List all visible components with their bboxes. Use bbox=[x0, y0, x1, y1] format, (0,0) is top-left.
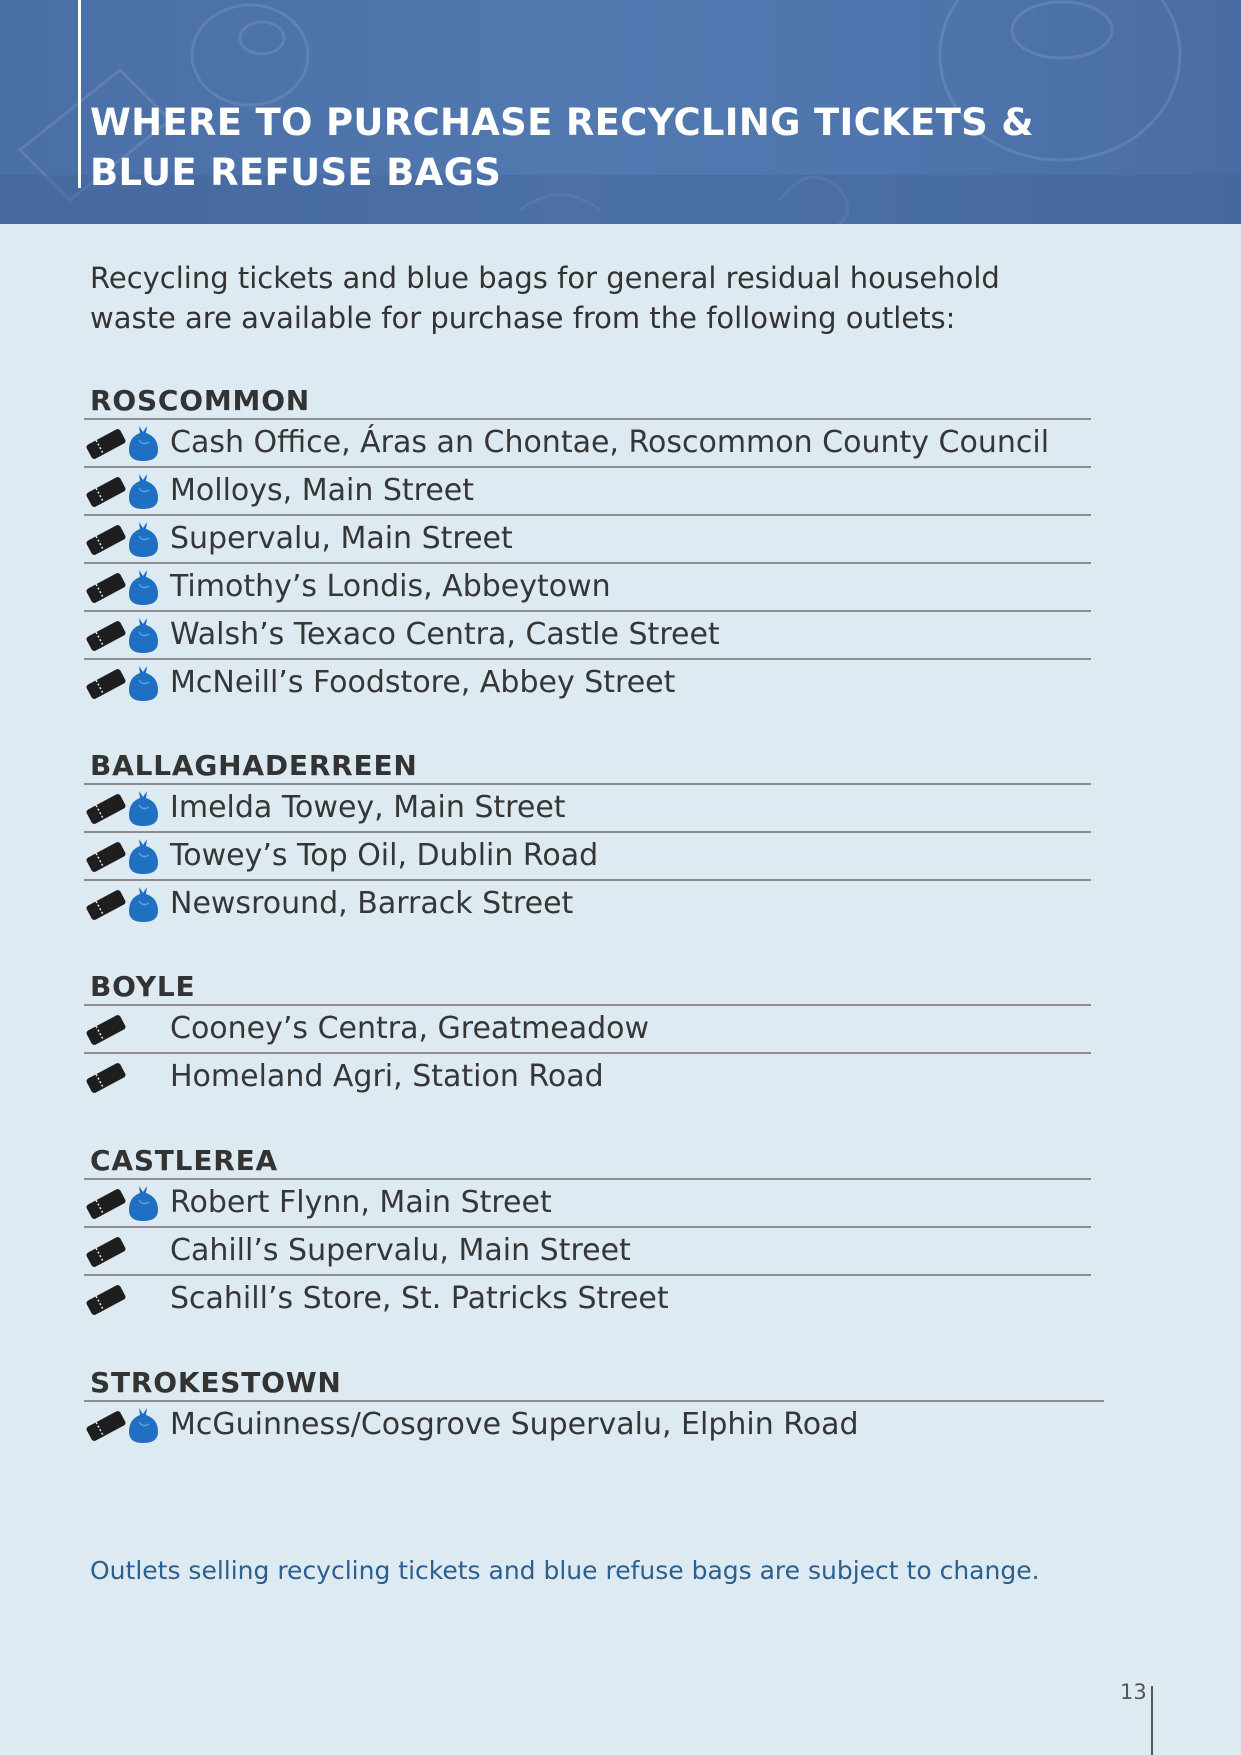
subject-to-change-note: Outlets selling recycling tickets and blue refuse bags are subject to change. bbox=[90, 1556, 1040, 1585]
outlet-row bbox=[84, 1054, 1091, 1100]
blue-refuse-bag-icon bbox=[127, 789, 161, 827]
outlet-name: McNeill’s Foodstore, Abbey Street bbox=[170, 665, 676, 700]
page-number-rule bbox=[1151, 1686, 1153, 1755]
blue-refuse-bag-icon bbox=[127, 472, 161, 510]
outlet-row bbox=[84, 612, 1091, 660]
outlet-name: Imelda Towey, Main Street bbox=[170, 790, 566, 825]
outlet-row bbox=[84, 785, 1091, 833]
blue-refuse-bag-icon bbox=[127, 885, 161, 923]
outlet-list bbox=[84, 1400, 1104, 1448]
recycling-ticket-icon bbox=[85, 1237, 127, 1267]
outlet-row bbox=[84, 420, 1091, 468]
outlet-name: Cash Office, Áras an Chontae, Roscommon County Council bbox=[170, 425, 1050, 460]
recycling-ticket-icon bbox=[85, 1285, 127, 1315]
section-boyle bbox=[84, 966, 1091, 1100]
outlet-row bbox=[84, 516, 1091, 564]
recycling-ticket-icon bbox=[85, 429, 127, 459]
outlet-name: Cahill’s Supervalu, Main Street bbox=[170, 1233, 631, 1268]
outlet-row bbox=[84, 660, 1091, 706]
recycling-ticket-icon bbox=[85, 1063, 127, 1093]
outlet-name: Walsh’s Texaco Centra, Castle Street bbox=[170, 617, 720, 652]
section-title: STROKESTOWN bbox=[90, 1366, 342, 1399]
outlet-name: Molloys, Main Street bbox=[170, 473, 475, 508]
blue-refuse-bag-icon bbox=[127, 664, 161, 702]
banner-accent-rule bbox=[78, 0, 81, 188]
page-title-line-2: BLUE REFUSE BAGS bbox=[90, 151, 502, 194]
blue-refuse-bag-icon bbox=[127, 568, 161, 606]
outlet-list bbox=[84, 1178, 1091, 1322]
outlet-name: Newsround, Barrack Street bbox=[170, 886, 574, 921]
section-castlerea bbox=[84, 1140, 1091, 1322]
recycling-ticket-icon bbox=[85, 890, 127, 920]
outlet-row bbox=[84, 881, 1091, 927]
blue-refuse-bag-icon bbox=[127, 520, 161, 558]
blue-refuse-bag-icon bbox=[127, 1406, 161, 1444]
section-ballaghaderreen bbox=[84, 745, 1091, 927]
blue-refuse-bag-icon bbox=[127, 424, 161, 462]
recycling-ticket-icon bbox=[85, 669, 127, 699]
recycling-ticket-icon bbox=[85, 1411, 127, 1441]
header-banner bbox=[0, 0, 1241, 224]
section-title: ROSCOMMON bbox=[90, 384, 311, 417]
outlet-list bbox=[84, 783, 1091, 927]
outlet-name: Towey’s Top Oil, Dublin Road bbox=[170, 838, 599, 873]
section-roscommon bbox=[84, 380, 1091, 706]
outlet-name: Supervalu, Main Street bbox=[170, 521, 513, 556]
outlet-row bbox=[84, 564, 1091, 612]
recycling-ticket-icon bbox=[85, 525, 127, 555]
intro-line-1: Recycling tickets and blue bags for general residual household bbox=[90, 261, 1000, 295]
intro-text bbox=[90, 258, 1170, 338]
recycling-ticket-icon bbox=[85, 842, 127, 872]
outlet-name: Cooney’s Centra, Greatmeadow bbox=[170, 1011, 650, 1046]
outlet-name: Scahill’s Store, St. Patricks Street bbox=[170, 1281, 669, 1316]
section-title: BOYLE bbox=[90, 970, 196, 1003]
outlet-row bbox=[84, 1180, 1091, 1228]
recycling-ticket-icon bbox=[85, 621, 127, 651]
outlet-name: McGuinness/Cosgrove Supervalu, Elphin Road bbox=[170, 1407, 859, 1442]
outlet-row bbox=[84, 1402, 1104, 1448]
outlet-name: Timothy’s Londis, Abbeytown bbox=[170, 569, 611, 604]
outlet-row bbox=[84, 1006, 1091, 1054]
blue-refuse-bag-icon bbox=[127, 1184, 161, 1222]
outlet-list bbox=[84, 1004, 1091, 1100]
intro-line-2: waste are available for purchase from the following outlets: bbox=[90, 301, 956, 335]
section-title: BALLAGHADERREEN bbox=[90, 749, 418, 782]
outlet-list bbox=[84, 418, 1091, 706]
outlet-row bbox=[84, 833, 1091, 881]
page-number: 13 bbox=[1120, 1680, 1147, 1704]
recycling-ticket-icon bbox=[85, 1189, 127, 1219]
blue-refuse-bag-icon bbox=[127, 616, 161, 654]
page-title-line-1: WHERE TO PURCHASE RECYCLING TICKETS & bbox=[90, 101, 1034, 144]
outlet-name: Robert Flynn, Main Street bbox=[170, 1185, 552, 1220]
recycling-ticket-icon bbox=[85, 477, 127, 507]
recycling-ticket-icon bbox=[85, 1015, 127, 1045]
page-title bbox=[90, 98, 1034, 198]
section-title: CASTLEREA bbox=[90, 1144, 279, 1177]
recycling-ticket-icon bbox=[85, 573, 127, 603]
outlet-row bbox=[84, 1228, 1091, 1276]
outlet-name: Homeland Agri, Station Road bbox=[170, 1059, 604, 1094]
recycling-ticket-icon bbox=[85, 794, 127, 824]
outlet-row bbox=[84, 1276, 1091, 1322]
outlet-row bbox=[84, 468, 1091, 516]
section-strokestown bbox=[84, 1362, 1104, 1448]
blue-refuse-bag-icon bbox=[127, 837, 161, 875]
